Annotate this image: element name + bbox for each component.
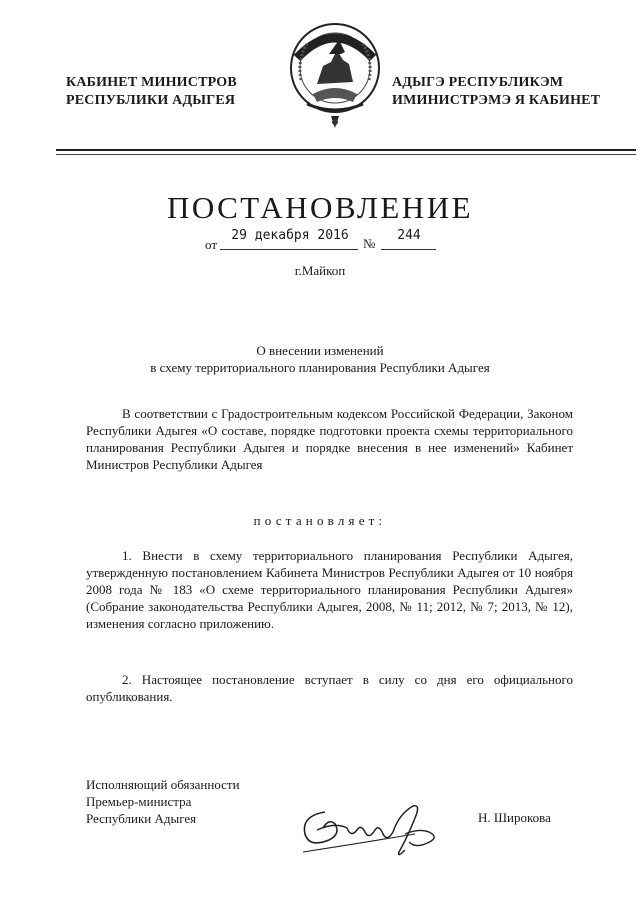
number-underline xyxy=(381,249,436,250)
signer-name: Н. Широкова xyxy=(478,810,551,825)
document-number: 244 xyxy=(397,228,421,243)
document-title: ПОСТАНОВЛЕНИЕ xyxy=(166,190,474,225)
item-2-paragraph: 2. Настоящее постановление вступает в силу со дня его официального опубликования. xyxy=(86,672,573,704)
coat-of-arms-emblem xyxy=(287,20,383,138)
subject-line1: О внесении изменений xyxy=(256,343,384,358)
handwritten-signature xyxy=(295,794,455,864)
document-subject xyxy=(0,342,640,376)
header-right-org xyxy=(392,74,622,110)
header-right-line2: ИМИНИСТРЭМЭ Я КАБИНЕТ xyxy=(392,93,601,108)
signatory-title xyxy=(86,776,240,827)
date-prefix: от xyxy=(205,237,218,252)
document-date: 29 декабря 2016 xyxy=(231,228,349,243)
preamble-paragraph: В соответствии с Градостроительным кодексом Российской Федерации, Законом Республики Адыгея «О составе, порядке подготовки проекта схемы территориального планирования Республики Адыгея и порядке внесения в нее изменений» Кабинет Министров Республики Адыгея xyxy=(86,406,573,472)
header-left-line2: РЕСПУБЛИКИ АДЫГЕЯ xyxy=(66,93,236,108)
header-left-line1: КАБИНЕТ МИНИСТРОВ xyxy=(66,75,237,90)
document-city: г.Майкоп xyxy=(294,263,346,278)
header-right-line1: АДЫГЭ РЕСПУБЛИКЭМ xyxy=(392,75,564,90)
header-divider-thin xyxy=(56,154,636,155)
resolves-heading: постановляет: xyxy=(253,513,387,528)
subject-line2: в схему территориального планирования Республики Адыгея xyxy=(150,360,490,375)
date-underline xyxy=(220,249,358,250)
signatory-title-line3: Республики Адыгея xyxy=(86,811,197,826)
item-1-paragraph: 1. Внести в схему территориального планирования Республики Адыгея, утвержденную постановлением Кабинета Министров Республики Адыгея от 10 ноября 2008 года № 183 «О схеме территориального планирования Республики Адыгея» (Собрание законодательства Республики Адыгея, 2008, № 11; 2012, № 7; 2013, № 12), изменения согласно приложению. xyxy=(86,548,573,631)
header-left-org xyxy=(66,74,266,110)
header-divider-thick xyxy=(56,149,636,151)
number-prefix: № xyxy=(363,236,376,251)
signatory-title-line2: Премьер-министра xyxy=(86,794,192,809)
signatory-title-line1: Исполняющий обязанности xyxy=(86,777,240,792)
